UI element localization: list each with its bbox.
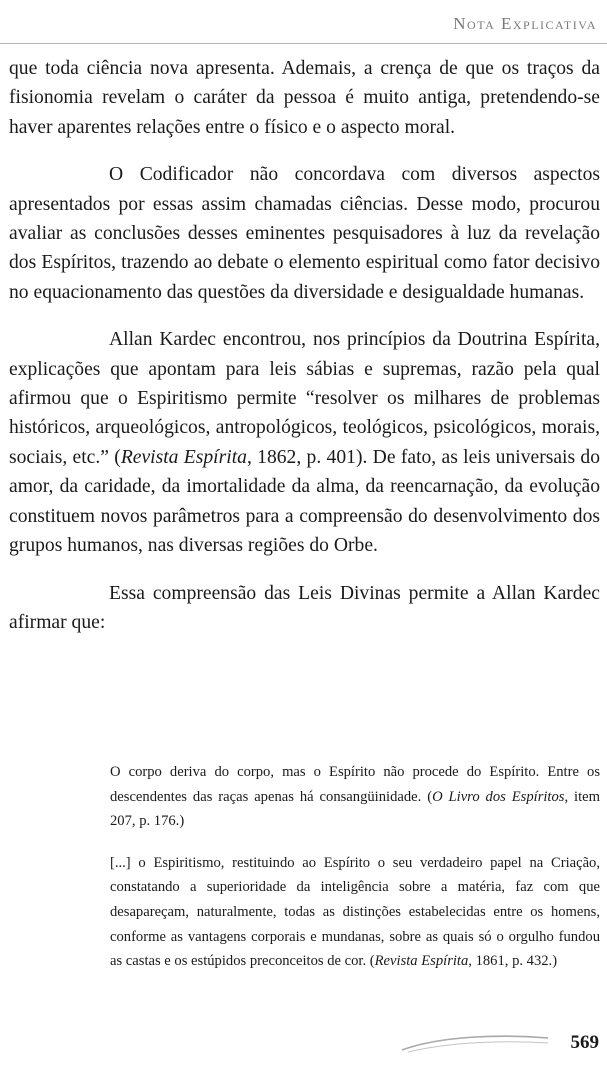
- quote-2-citation-title: Revista Espírita: [374, 953, 469, 970]
- footer-swoosh-ornament: [400, 1030, 550, 1056]
- quote-2-text-b: , 1861, p. 432.): [468, 953, 558, 970]
- paragraph-3-citation-title: Revista Espírita: [120, 446, 247, 468]
- paragraph-2: O Codificador não concordava com diversos aspectos apresentados por essas assim chamadas ciências. Desse modo, procurou avaliar as conclusões desses eminentes pesquisadores à luz da revelação dos Espíritos, trazendo ao debate o elemento espiritual como fator decisivo no equacionamento das questões da diversidade e desigualdade humanas.: [9, 164, 600, 303]
- block-quotes: [110, 760, 600, 991]
- quote-1-text-b: , item 207, p. 176.): [110, 788, 600, 830]
- quote-1-citation-title: O Livro dos Espíritos: [432, 788, 565, 805]
- paragraph-3-text-b: , 1862, p. 401). De fato, as leis universais do amor, da caridade, da imortalidade da alma, da reencarnação, da evolução constituem novos parâmetros para a compreensão do desenvolvimento dos grupos humanos, nas diversas regiões do Orbe.: [9, 446, 601, 557]
- paragraph-1: que toda ciência nova apresenta. Ademais, a crença de que os traços da fisionomia revelam o caráter da pessoa é muito antiga, pretendendo-se haver aparentes relações entre o físico e o aspecto moral.: [9, 58, 600, 138]
- header-rule: [0, 43, 607, 44]
- paragraph-4: Essa compreensão das Leis Divinas permite a Allan Kardec afirmar que:: [9, 582, 600, 633]
- page-number: 569: [570, 1032, 599, 1053]
- quote-1-text-a: O corpo deriva do corpo, mas o Espírito não procede do Espírito. Entre os descendentes das raças apenas há consangüinidade. (: [110, 764, 600, 805]
- paragraph-3: [9, 325, 600, 560]
- running-head: Nota Explicativa: [453, 14, 597, 33]
- block-quote-2: [110, 851, 600, 974]
- block-quote-1: [110, 760, 600, 834]
- main-text: [9, 54, 600, 655]
- paragraph-3-text-a: Allan Kardec encontrou, nos princípios da Doutrina Espírita, explicações que apontam para leis sábias e supremas, razão pela qual afirmou que o Espiritismo permite “resolver os milhares de problemas históricos, arqueológicos, antropológicos, teológicos, psicológicos, morais, sociais, etc.” (: [9, 329, 600, 468]
- quote-2-text-a: [...] o Espiritismo, restituindo ao Espírito o seu verdadeiro papel na Criação, constatando a superioridade da inteligência sobre a matéria, faz com que desapareçam, naturalmente, todas as distinções estabelecidas entre os homens, conforme as vantagens corporais e mundanas, sobre as quais só o orgulho fundou as castas e os estúpidos preconceitos de cor. (: [110, 854, 600, 970]
